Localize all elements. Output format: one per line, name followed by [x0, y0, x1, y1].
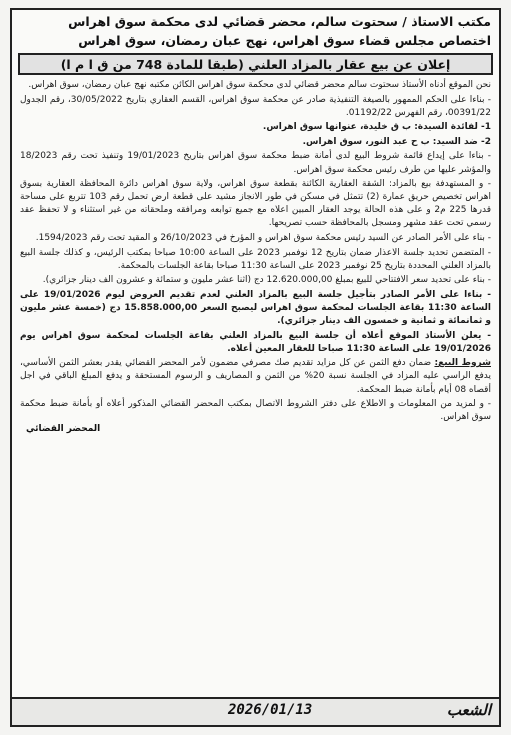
notice-paragraph-property: - و المستهدفة بيع بالمزاد: الشقة العقارية الكائنة بقطعة سوق اهراس، ولاية سوق اهراس دائرة المحافظة العقارية بسوق اهراس تخصيص حريق عمارة (2) تتمثل في مسكن في طور الانجاز مشيد على قطعة ارض تحمل رقم 103 تتربع على مساحة قدرها 225 م2 و على هذه الحالة يوجد العقار المبين اعلاه مع جميع توابعه ومرافقه وملحقاته من غير استثناء و لا تحفظ عقد رسمي تحت عقد مشهر ومسجل بالمحافظة حسب تصريحها.	[20, 179, 491, 229]
notice-paragraph-opening-price: - بناء على تحديد سعر الافتتاحي للبيع بمبلغ 12.620.000,00 دج (اثنا عشر مليون و ستمائة و عشرون الف دينار جزائري).	[42, 275, 491, 286]
notice-paragraph-plaintiff: 1- لفائدة السيدة: ب ق خليدة، عنوانها سوق اهراس.	[262, 122, 491, 133]
notice-paragraph-hearing: - المتضمن تحديد جلسة الاعذار ضمان بتاريخ 12 نوفمبر 2023 على الساعة 10:00 صباحا بمكتب الرئيس، و كذلك جلسة البيع بالمزاد العلني المحددة بتاريخ 25 نوفمبر 2023 على الساعة 11:30 صباحا بقاعة الجلسات بالمحكمة.	[20, 247, 491, 271]
notice-title-banner: إعلان عن بيع عقار بالمزاد العلني (طبقا للمادة 748 من ق ا م ا)	[18, 53, 493, 75]
signature-label: المحضر القضائي	[26, 423, 101, 434]
notice-paragraph-deposit: - بناءا على إيداع قائمة شروط البيع لدى أمانة ضبط محكمة سوق اهراس بتاريخ 19/01/2023 وتنفيذ تحت رقم 18/2023 والمؤشر عليها من طرف رئيس محكمة سوق اهراس.	[20, 151, 491, 175]
notice-paragraph-postponement: - بناءا على الأمر الصادر بتأجيل جلسة البيع بالمزاد العلني لعدم تقديم العروض ليوم 19/01/2026 على الساعة 11:30 بقاعة الجلسات لمحكمة سوق اهراس ليصبح السعر 15.858.000,00 دج (خمسة عشر مليون و ثمانمائة و ثمانية و خمسون الف دينار جزائري).	[20, 289, 491, 327]
notice-header	[12, 10, 499, 50]
notice-body	[12, 75, 499, 424]
conditions-text: ضمان دفع الثمن عن كل مزايد تقديم صك مصرفي مضمون لأمر المحضر القضائي يقدر بعشر الثمن الأساسي، يدفع الراسي عليه المزاد في الجلسة نسبة 20% من الثمن و المصاريف و الرسوم المستحقة و يدفع المبلغ الباقي في اجل أقصاه 08 أيام بأمانة ضبط المحكمة.	[20, 358, 491, 395]
notice-paragraph-announcement: - يعلن الأستاذ الموقع أعلاه أن جلسة البيع بالمزاد العلني بقاعة الجلسات لمحكمة سوق اهراس يوم 19/01/2026 على الساعة 11:30 صباحا للعقار المعين أعلاه.	[20, 330, 491, 354]
notice-paragraph-judgment: - بناءا على الحكم الممهور بالصيغة التنفيذية صادر عن محكمة سوق اهراس، القسم العقاري بتاريخ 30/05/2022، رقم الجدول 00391/22، رقم الفهرس 01192/22.	[20, 94, 491, 118]
header-jurisdiction-line: اختصاص مجلس قضاء سوق اهراس، نهج عبان رمضان، سوق اهراس	[78, 33, 491, 48]
legal-notice	[10, 8, 501, 727]
notice-conditions	[20, 357, 491, 396]
newspaper-name: الشعب	[446, 701, 491, 719]
notice-paragraph-order: - بناء على الأمر الصادر عن السيد رئيس محكمة سوق اهراس و المؤرخ في 26/10/2023 و المقيد تحت رقم 1594/2023.	[35, 233, 491, 244]
notice-paragraph-defendant: 2- ضد السيد: ب ح عبد النور، سوق اهراس.	[302, 136, 491, 147]
header-office-line: مكتب الاستاذ / سحتوت سالم، محضر قضائي لدى محكمة سوق اهراس	[68, 14, 491, 29]
notice-paragraph-intro: نحن الموقع أدناه الأستاذ سحتوت سالم محضر قضائي لدى محكمة سوق اهراس الكائن مكتبه نهج عبان رمضان، سوق اهراس.	[28, 80, 491, 90]
notice-paragraph-contact: - و لمزيد من المعلومات و الاطلاع على دفتر الشروط الاتصال بمكتب المحضر القضائي المذكور أعلاه أو بأمانة ضبط محكمة سوق اهراس.	[20, 399, 491, 423]
newspaper-footer	[12, 697, 499, 725]
publication-date: 2026/01/13	[228, 702, 313, 718]
conditions-label: شروط البيع:	[434, 358, 491, 369]
